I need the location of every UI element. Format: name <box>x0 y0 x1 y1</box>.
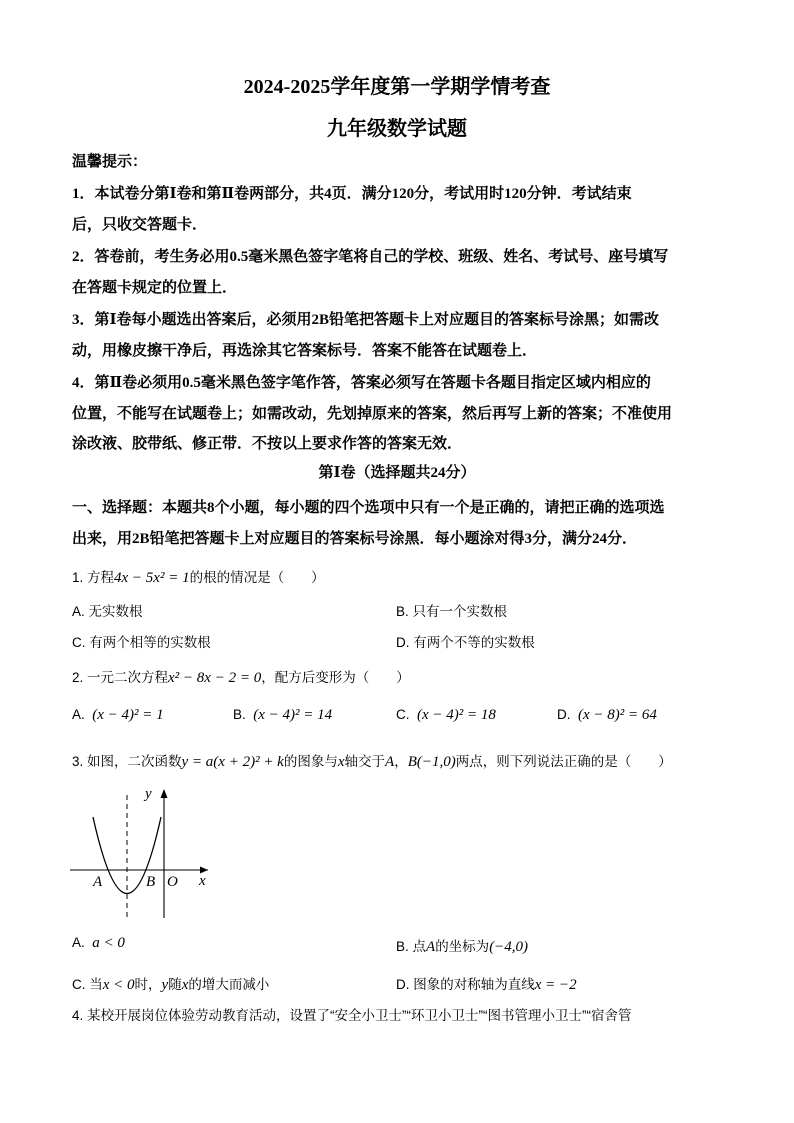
option-label: A. <box>72 707 85 722</box>
option-equation: (x − 4)² = 18 <box>417 707 496 723</box>
option-expression: (−4,0) <box>489 939 529 955</box>
notice-line: 位置，不能写在试题卷上；如需改动，先划掉原来的答案，然后再写上新的答案；不准使用 <box>72 406 673 422</box>
question-1-option-d: D. 有两个不等的实数根 <box>396 635 535 650</box>
question-1-option-a: A. 无实数根 <box>72 604 143 619</box>
parabola-graph <box>68 785 218 925</box>
question-3-text: ， <box>394 754 408 769</box>
notice-line: 4．第Ⅱ卷必须用0.5毫米黑色签字笔作答，答案必须写在答题卡各题目指定区域内相应的 <box>72 375 651 391</box>
question-3-option-d <box>396 973 577 994</box>
question-3-option-b <box>396 935 528 956</box>
question-2-option-a <box>72 707 164 724</box>
y-axis-label: y <box>145 786 152 802</box>
option-variable: x <box>181 977 189 993</box>
notice-line: 3．第Ⅰ卷每小题选出答案后，必须用2B铅笔把答题卡上对应题目的答案标号涂黑；如需改 <box>72 312 660 328</box>
exam-subtitle: 九年级数学试题 <box>327 118 467 140</box>
option-label: B. 点 <box>396 939 427 954</box>
question-1-prefix: 1. 方程 <box>72 570 115 585</box>
point-a-label: A <box>93 874 103 890</box>
question-2-prefix: 2. 一元二次方程 <box>72 670 169 685</box>
option-point: A <box>426 939 436 955</box>
option-label: B. <box>233 707 246 722</box>
question-3-suffix: 两点，则下列说法正确的是（ ） <box>455 754 672 769</box>
question-3-point-a: A <box>385 754 395 770</box>
question-3-text: 轴交于 <box>344 754 386 769</box>
origin-label: O <box>167 874 178 890</box>
option-label: A. <box>72 935 85 950</box>
option-label: C. 当 <box>72 977 103 992</box>
question-3-prefix: 3. 如图，二次函数 <box>72 754 182 769</box>
question-1-option-b: B. 只有一个实数根 <box>396 604 508 619</box>
option-equation: (x − 4)² = 1 <box>92 707 164 723</box>
question-1 <box>72 566 325 587</box>
option-equation: (x − 4)² = 14 <box>253 707 333 723</box>
notice-line: 在答题卡规定的位置上． <box>72 280 238 296</box>
y-axis-arrow <box>161 789 168 798</box>
question-2-suffix: ，配方后变形为（ ） <box>261 670 410 685</box>
question-3-point-b: B(−1,0) <box>407 754 456 770</box>
question-1-equation: 4x − 5x² = 1 <box>114 570 190 586</box>
option-text: 的增大而减小 <box>188 977 270 992</box>
notice-line: 2．答卷前，考生务必用0.5毫米黑色签字笔将自己的学校、班级、姓名、考试号、座号填写 <box>72 249 669 265</box>
notice-heading: 温馨提示： <box>72 154 148 170</box>
question-2 <box>72 666 410 687</box>
option-label: C. <box>396 707 410 722</box>
option-text: 随 <box>168 977 182 992</box>
option-expression: x = −2 <box>534 977 577 993</box>
option-text: 时， <box>134 977 162 992</box>
notice-line: 涂改液、胶带纸、修正带．不按以上要求作答的答案无效． <box>72 436 463 452</box>
notice-line: 后，只收交答题卡． <box>72 217 208 233</box>
question-3-text: 的图象与 <box>283 754 338 769</box>
exam-title: 2024-2025学年度第一学期学情考查 <box>243 76 551 98</box>
question-3 <box>72 750 672 771</box>
question-1-suffix: 的根的情况是（ ） <box>189 570 325 585</box>
question-2-option-d <box>557 707 657 724</box>
question-4: 4. 某校开展岗位体验劳动教育活动，设置了“安全小卫士”“环卫小卫士”“图书管理小卫士”“宿舍管 <box>72 1008 632 1023</box>
question-2-option-c <box>396 707 496 724</box>
option-label: D. 图象的对称轴为直线 <box>396 977 535 992</box>
question-1-option-c: C. 有两个相等的实数根 <box>72 635 211 650</box>
option-variable: y <box>161 977 169 993</box>
x-axis-label: x <box>199 873 206 889</box>
question-3-option-a <box>72 935 125 952</box>
question-3-axis: x <box>337 754 345 770</box>
question-3-equation: y = a(x + 2)² + k <box>181 754 284 770</box>
question-3-option-c <box>72 973 269 994</box>
option-expression: x < 0 <box>102 977 135 993</box>
section-title: 第Ⅰ卷（选择题共24分） <box>318 465 476 481</box>
section-instructions: 出来，用2B铅笔把答题卡上对应题目的答案标号涂黑．每小题涂对得3分，满分24分． <box>72 531 638 547</box>
point-b-label: B <box>146 874 156 890</box>
option-expression: a < 0 <box>92 935 125 951</box>
section-instructions: 一、选择题：本题共8个小题，每小题的四个选项中只有一个是正确的，请把正确的选项选 <box>72 500 665 516</box>
option-label: D. <box>557 707 571 722</box>
question-2-equation: x² − 8x − 2 = 0 <box>168 670 262 686</box>
option-text: 的坐标为 <box>435 939 490 954</box>
notice-line: 1．本试卷分第Ⅰ卷和第Ⅱ卷两部分，共4页．满分120分，考试用时120分钟．考试结束 <box>72 186 632 202</box>
notice-line: 动，用橡皮擦干净后，再选涂其它答案标号．答案不能答在试题卷上． <box>72 343 538 359</box>
question-2-option-b <box>233 707 332 724</box>
option-equation: (x − 8)² = 64 <box>578 707 657 723</box>
